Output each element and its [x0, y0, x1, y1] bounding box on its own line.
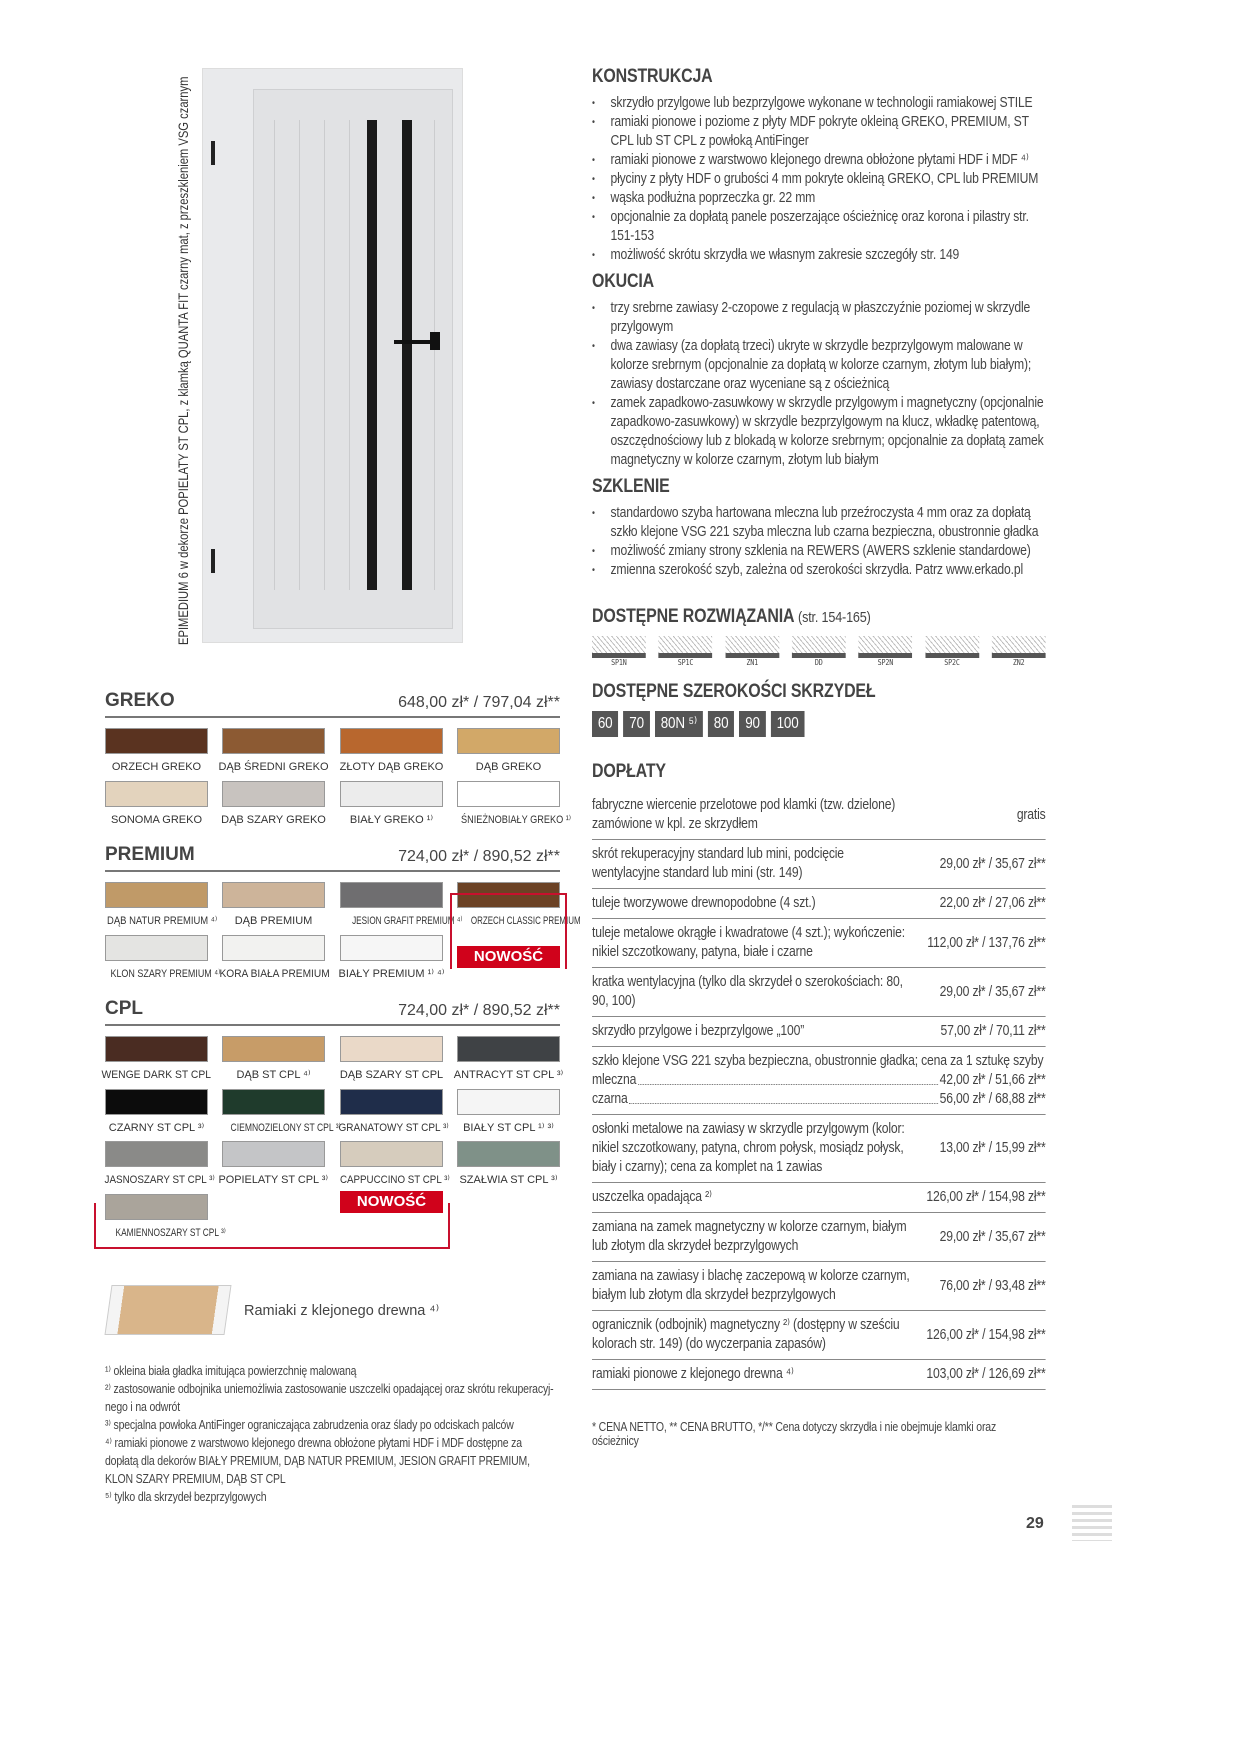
page-number: 29 — [1026, 1515, 1044, 1532]
swatch-label-text: DĄB SZARY ST CPL — [339, 1069, 444, 1081]
surcharge-desc: tuleje metalowe okrągłe i kwadratowe (4 szt.); wykończenie: nikiel szczotkowany, patyna, białe i czarne — [592, 925, 906, 960]
swatch-label — [333, 967, 450, 981]
surcharge-desc: uszczelka opadająca ²⁾ — [592, 1189, 712, 1205]
swatch-label — [98, 914, 218, 928]
color-swatch — [222, 882, 325, 908]
solution-types — [592, 636, 1046, 667]
list-item: • ramiaki pionowe z warstwowo klejonego drewna obłożone płytami HDF i MDF ⁴⁾ — [592, 151, 1046, 170]
color-swatch — [457, 728, 560, 754]
width-badge: 80 — [708, 711, 734, 737]
solutions-section — [592, 606, 1046, 667]
color-swatch — [340, 882, 443, 908]
list-item: • możliwość skrótu skrzydła we własnym zakresie szczegóły str. 149 — [592, 246, 1046, 265]
swatch-label — [450, 1121, 567, 1135]
szklenie-list — [592, 504, 1046, 580]
glass-type: czarna — [592, 1091, 628, 1107]
solution-type — [792, 636, 846, 667]
list-item: • trzy srebrne zawiasy 2-czopowe z regulacją w płaszczyźnie poziomej w skrzydle przylgowym — [592, 299, 1046, 337]
list-item: • płyciny z płyty HDF o grubości 4 mm pokryte okleiną GREKO, CPL lub PREMIUM — [592, 170, 1046, 189]
color-swatch — [222, 1089, 325, 1115]
greko-title: GREKO — [105, 690, 175, 711]
color-swatch — [105, 1141, 208, 1167]
widths-title: DOSTĘPNE SZEROKOŚCI SKRZYDEŁ — [592, 681, 876, 702]
swatch-label — [98, 967, 221, 981]
hinge — [211, 141, 215, 165]
list-item: • wąska podłużna poprzeczka gr. 22 mm — [592, 189, 1046, 208]
surcharge-desc: tuleje tworzywowe drewnopodobne (4 szt.) — [592, 895, 816, 911]
color-swatch — [222, 935, 325, 961]
solution-type — [859, 636, 913, 667]
hinge — [211, 549, 215, 573]
glass-strip — [402, 120, 412, 590]
surcharge-price: 22,00 zł* / 27,06 zł** — [939, 895, 1046, 911]
swatch-label-text: KORA BIAŁA PREMIUM — [219, 967, 330, 980]
swatch-label — [215, 1173, 332, 1187]
product-caption: EPIMEDIUM 6 w dekorze POPIELATY ST CPL, z klamką QUANTA FIT czarny mat, z przeszkleniem VSG czarnym — [175, 76, 191, 645]
surcharge-row — [592, 1115, 1046, 1183]
surcharge-price: 126,00 zł* / 154,98 zł** — [926, 1189, 1046, 1205]
surcharge-price: 13,00 zł* / 15,99 zł** — [939, 1140, 1046, 1156]
swatch-label — [215, 813, 332, 827]
color-swatch — [340, 728, 443, 754]
solution-type — [659, 636, 713, 667]
swatch-label — [215, 1068, 332, 1082]
surcharge-row — [592, 840, 1046, 889]
surcharge-row — [592, 889, 1046, 919]
color-swatch — [457, 1141, 560, 1167]
widths-section — [592, 681, 1046, 737]
swatch-label — [333, 760, 450, 774]
page-decoration — [1072, 1505, 1112, 1541]
door-leaf — [253, 89, 453, 629]
footnote: ⁴⁾ ramiaki pionowe z warstwowo klejonego drewna obłożone płytami HDF i MDF dostępne za dopłatą dla dekorów BIAŁY PREMIUM, DĄB NATUR PREMIUM, JESION GRAFIT PREMIUM, KLON SZARY PREMIUM, DĄB ST CPL — [105, 1436, 530, 1486]
swatch-label-text: JESION GRAFIT PREMIUM ⁴⁾ — [352, 915, 463, 927]
color-swatch — [105, 781, 208, 807]
surcharge-row — [592, 1213, 1046, 1262]
surcharge-price: 112,00 zł* / 137,76 zł** — [927, 934, 1046, 951]
swatch-label — [215, 914, 332, 928]
surcharge-price: 29,00 zł* / 35,67 zł** — [939, 983, 1046, 1000]
surcharge-row — [592, 968, 1046, 1017]
color-swatch — [105, 728, 208, 754]
greko-header — [105, 690, 560, 718]
surcharge-row — [592, 1262, 1046, 1311]
list-item: • zamek zapadkowo-zasuwkowy w skrzydle przylgowym i magnetyczny (opcjonalnie zapadkowo-zasuwkowy) w skrzydle bezprzylgowym na klucz, wkładkę patentową, oszczędnościowy lub z blokadą w kolorze srebrnym; opcjonalnie za dopłatą zamek magnetyczny w kolorze czarnym, złotym lub białym — [592, 394, 1046, 470]
solution-label: SP1N — [611, 658, 627, 667]
surcharge-desc: kratka wentylacyjna (tylko dla skrzydeł o szerokościach: 80, 90, 100) — [592, 974, 903, 1009]
surcharge-desc: zamiana na zawiasy i blachę zaczepową w kolorze czarnym, białym lub złotym dla skrzydeł bezprzylgowych — [592, 1268, 910, 1303]
color-swatch — [222, 1141, 325, 1167]
solution-label: ZN2 — [1012, 658, 1025, 667]
footnote: ¹⁾ okleina biała gładka imitująca powierzchnię malowaną — [105, 1364, 357, 1378]
swatch-label — [333, 813, 450, 827]
swatch-label-text: DĄB ST CPL ⁴⁾ — [236, 1069, 311, 1081]
list-item: • zmienna szerokość szyb, zależna od szerokości skrzydła. Patrz www.erkado.pl — [592, 561, 1046, 580]
swatch-label-text: CZARNY ST CPL ³⁾ — [108, 1121, 205, 1134]
surcharge-desc: osłonki metalowe na zawiasy w skrzydle przylgowym (kolor: nikiel szczotkowany, patyna, chrom połysk, mosiądz połysk, biały i czarny); cena za komplet na 1 zawias — [592, 1121, 905, 1175]
cpl-title: CPL — [105, 998, 143, 1019]
color-swatch — [340, 1089, 443, 1115]
solution-type — [992, 636, 1046, 667]
swatch-label-text: WENGE DARK ST CPL — [101, 1069, 212, 1081]
color-swatch — [105, 882, 208, 908]
list-item: • dwa zawiasy (za dopłatą trzeci) ukryte w skrzydle bezprzylgowym malowane w kolorze srebrnym (opcjonalnie za dopłatą w kolorze czarnym, złotym lub białym); zawiasy dostarczane oraz wyceniane są z ościeżnicą — [592, 337, 1046, 394]
color-swatch — [457, 1089, 560, 1115]
swatch-label-text: ORZECH CLASSIC PREMIUM — [470, 915, 581, 927]
surcharge-row — [592, 791, 1046, 840]
swatch-label — [450, 1173, 567, 1187]
swatch-label — [450, 1068, 567, 1082]
list-item: • ramiaki pionowe i poziome z płyty MDF pokryte okleiną GREKO, PREMIUM, ST CPL lub ST CPL z powłoką AntiFinger — [592, 113, 1046, 151]
swatch-label-text: SONOMA GREKO — [110, 813, 203, 826]
footnote: ²⁾ zastosowanie odbojnika uniemożliwia zastosowanie uszczelki opadającej oraz skrótu rekuperacyj-nego i na odwrót — [105, 1382, 554, 1414]
color-swatch — [222, 728, 325, 754]
okucia-list — [592, 299, 1046, 470]
swatch-label — [450, 760, 567, 774]
surcharge-desc: zamiana na zamek magnetyczny w kolorze czarnym, białym lub złotym dla skrzydeł bezprzylgowych — [592, 1219, 907, 1254]
swatch-label — [450, 813, 572, 827]
surcharge-desc: ogranicznik (odbojnik) magnetyczny ²⁾ (dostępny w sześciu kolorach str. 149) (do wyczerpania zapasów) — [592, 1317, 900, 1352]
greko-price: 648,00 zł* / 797,04 zł** — [398, 694, 560, 711]
swatch-label-text: SZAŁWIA ST CPL ³⁾ — [459, 1174, 558, 1186]
solution-diagram-icon — [859, 636, 913, 658]
surcharge-price: gratis — [1016, 806, 1046, 823]
list-item: • standardowo szyba hartowana mleczna lub przeźroczysta 4 mm oraz za dopłatą szkło klejone VSG 221 szyba mleczna lub czarna bezpieczna, obustronnie gładka — [592, 504, 1046, 542]
swatch-label — [333, 1121, 450, 1135]
color-swatch — [105, 935, 208, 961]
color-swatch — [105, 1036, 208, 1062]
width-badge: 100 — [771, 711, 805, 737]
solution-diagram-icon — [792, 636, 846, 658]
solution-diagram-icon — [925, 636, 979, 658]
solution-label: ZN1 — [746, 658, 758, 667]
surcharge-desc: szkło klejone VSG 221 szyba bezpieczna, obustronnie gładka; cena za 1 sztukę szyby — [592, 1053, 1044, 1069]
surcharge-row — [592, 1017, 1046, 1047]
footnote: ⁵⁾ tylko dla skrzydeł bezprzylgowych — [105, 1490, 267, 1504]
swatch-label-text: CIEMNOZIELONY ST CPL ³⁾ — [230, 1121, 341, 1134]
surcharge-price: 103,00 zł* / 126,69 zł** — [926, 1366, 1046, 1382]
premium-title: PREMIUM — [105, 844, 195, 865]
new-badge: NOWOŚĆ — [457, 946, 560, 968]
swatch-label — [215, 967, 332, 981]
surcharge-desc: skrzydło przylgowe i bezprzylgowe „100” — [592, 1023, 805, 1039]
premium-price: 724,00 zł* / 890,52 zł** — [398, 848, 560, 865]
swatch-label-text: KAMIENNOSZARY ST CPL ³⁾ — [115, 1226, 226, 1239]
solution-diagram-icon — [592, 636, 646, 658]
solution-diagram-icon — [992, 636, 1046, 658]
width-list — [592, 711, 1046, 737]
premium-header — [105, 844, 560, 872]
surcharge-row — [592, 1311, 1046, 1360]
okucia-title: OKUCIA — [592, 271, 654, 292]
swatch-label — [98, 1068, 215, 1082]
color-swatch — [340, 935, 443, 961]
swatch-label-text: ZŁOTY DĄB GREKO — [339, 761, 444, 773]
solution-label: SP1C — [677, 658, 694, 667]
width-badge: 90 — [739, 711, 765, 737]
solution-label: SP2N — [877, 658, 894, 667]
door-image — [202, 68, 463, 643]
list-item: • możliwość zmiany strony szklenia na REWERS (AWERS szklenie standardowe) — [592, 542, 1046, 561]
swatch-label — [215, 760, 332, 774]
width-badge: 70 — [623, 711, 649, 737]
surcharge-price: 56,00 zł* / 68,88 zł** — [939, 1091, 1046, 1107]
surcharge-price: 76,00 zł* / 93,48 zł** — [939, 1277, 1046, 1294]
footnote: ³⁾ specjalna powłoka AntiFinger ograniczająca zabrudzenia oraz ślady po odciskach palców — [105, 1418, 514, 1432]
frame-image — [104, 1285, 231, 1335]
cpl-header — [105, 998, 560, 1026]
color-swatch — [457, 1036, 560, 1062]
swatch-label — [98, 760, 215, 774]
swatch-label-text: DĄB ŚREDNI GREKO — [218, 761, 329, 773]
swatch-label-text: ANTRACYT ST CPL ³⁾ — [453, 1069, 564, 1081]
color-swatch — [457, 781, 560, 807]
swatch-label-text: JASNOSZARY ST CPL ³⁾ — [104, 1174, 215, 1186]
surcharge-desc: ramiaki pionowe z klejonego drewna ⁴⁾ — [592, 1366, 794, 1382]
cpl-price: 724,00 zł* / 890,52 zł** — [398, 1002, 560, 1019]
surcharge-row — [592, 919, 1046, 968]
right-column — [592, 66, 1046, 1448]
swatch-label-text: GRANATOWY ST CPL ³⁾ — [338, 1121, 449, 1134]
swatch-label-text: BIAŁY PREMIUM ¹⁾ ⁴⁾ — [338, 967, 445, 980]
solution-label: DD — [814, 658, 823, 667]
solution-label: SP2C — [944, 658, 960, 667]
swatch-label-text: DĄB PREMIUM — [234, 915, 313, 927]
footnotes — [105, 1362, 555, 1506]
glass-type: mleczna — [592, 1072, 637, 1088]
swatch-label-text: ORZECH GREKO — [111, 761, 202, 773]
color-swatch — [340, 781, 443, 807]
konstrukcja-title: KONSTRUKCJA — [592, 66, 713, 87]
surcharge-price: 29,00 zł* / 35,67 zł** — [939, 855, 1046, 872]
swatch-label-text: BIAŁY ST CPL ¹⁾ ³⁾ — [463, 1121, 554, 1134]
list-item: • skrzydło przylgowe lub bezprzylgowe wykonane w technologii ramiakowej STILE — [592, 94, 1046, 113]
solution-type — [592, 636, 646, 667]
swatch-label-text: BIAŁY GREKO ¹⁾ — [349, 813, 434, 826]
swatch-label-text: CAPPUCCINO ST CPL ³⁾ — [339, 1174, 450, 1186]
surcharge-price: 29,00 zł* / 35,67 zł** — [939, 1228, 1046, 1245]
surcharge-row — [592, 1183, 1046, 1213]
color-swatch — [105, 1089, 208, 1115]
solution-diagram-icon — [725, 636, 779, 658]
swatch-label-text: DĄB NATUR PREMIUM ⁴⁾ — [107, 915, 218, 927]
szklenie-title: SZKLENIE — [592, 476, 670, 497]
surcharge-price: 57,00 zł* / 70,11 zł** — [940, 1023, 1046, 1039]
swatch-label — [98, 1173, 215, 1187]
solution-diagram-icon — [659, 636, 713, 658]
swatch-label — [333, 1173, 450, 1187]
glass-strip — [367, 120, 377, 590]
surcharge-row — [592, 1047, 1046, 1115]
surcharge-price: 126,00 zł* / 154,98 zł** — [926, 1326, 1046, 1343]
swatch-label-text: KLON SZARY PREMIUM ⁴⁾ — [110, 967, 221, 980]
solutions-ref: (str. 154-165) — [798, 609, 871, 626]
new-badge: NOWOŚĆ — [340, 1191, 443, 1213]
surcharges-title: DOPŁATY — [592, 761, 666, 782]
solution-type — [725, 636, 779, 667]
swatch-label — [333, 1068, 450, 1082]
surcharges-table — [592, 791, 1046, 1390]
swatch-label-text: ŚNIEŻNOBIAŁY GREKO ¹⁾ — [461, 813, 572, 826]
swatch-label — [98, 1121, 215, 1135]
surcharges-section — [592, 761, 1046, 1390]
konstrukcja-list — [592, 94, 1046, 265]
width-badge: 60 — [592, 711, 618, 737]
color-swatch — [340, 1141, 443, 1167]
color-swatch — [222, 1036, 325, 1062]
surcharge-price: 42,00 zł* / 51,66 zł** — [939, 1072, 1046, 1088]
width-badge: 80N ⁵⁾ — [655, 711, 703, 737]
surcharge-row — [592, 1360, 1046, 1390]
solution-type — [925, 636, 979, 667]
swatch-label-text: POPIELATY ST CPL ³⁾ — [218, 1174, 329, 1186]
list-item: • opcjonalnie za dopłatą panele poszerzające ościeżnicę oraz korona i pilastry str. 151-153 — [592, 208, 1046, 246]
color-swatch — [222, 781, 325, 807]
solutions-title: DOSTĘPNE ROZWIĄZANIA — [592, 606, 794, 627]
swatch-label — [333, 914, 463, 928]
swatch-label-text: DĄB SZARY GREKO — [221, 813, 326, 826]
swatch-label-text: DĄB GREKO — [475, 761, 542, 773]
color-swatch — [340, 1036, 443, 1062]
surcharge-desc: fabryczne wiercenie przelotowe pod klamki (tzw. dzielone) zamówione w kpl. ze skrzydłem — [592, 797, 896, 832]
surcharge-desc: skrót rekuperacyjny standard lub mini, podcięcie wentylacyjne standard lub mini (str. 149) — [592, 846, 844, 881]
price-note: * CENA NETTO, ** CENA BRUTTO, */** Cena dotyczy skrzydła i nie obejmuje klamki oraz ościeżnicy — [592, 1420, 997, 1448]
frame-label: Ramiaki z klejonego drewna ⁴⁾ — [244, 1303, 440, 1319]
swatch-label — [215, 1121, 341, 1135]
swatch-label — [98, 813, 215, 827]
